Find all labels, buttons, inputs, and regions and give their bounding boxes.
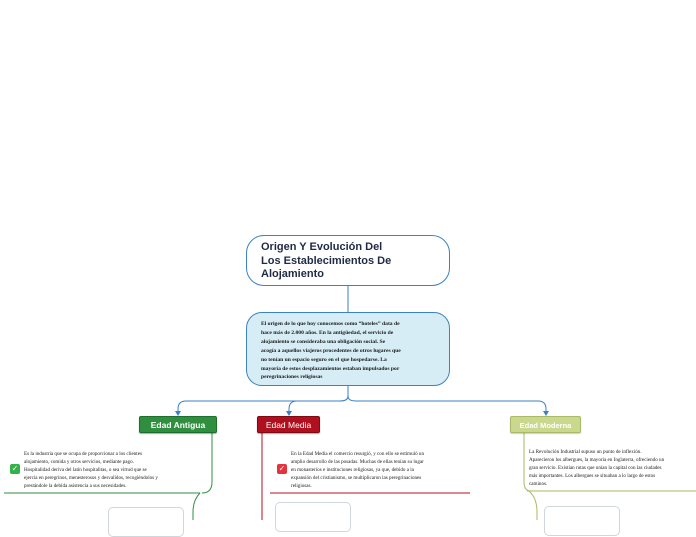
root-title-line: Origen Y Evolución Del [261,241,383,253]
child-node-antigua[interactable] [108,507,184,537]
note-line: Hospitalidad deriva del latín hospitalitas, o sea virtud que se [24,467,147,473]
note-line: alojamiento, comida y otros servicios, mediante pago. [24,459,134,465]
connector-moderna-child [529,491,537,520]
check-icon: ✓ [11,464,19,473]
note-line: en monasterios e instituciones religiosas, ya que, debido a la [291,467,414,473]
note-line: gran servicio. Existían rutas que unían la capital con las ciudades [529,465,662,471]
note-line: Es la industria que se ocupa de proporcionar a los clientes [24,451,142,457]
description-line: peregrinaciones religiosas [261,374,323,381]
connector-to-media [289,396,348,414]
note-edad-moderna[interactable] [529,448,664,488]
description-line: mayoría de estos desplazamientos estaban impulsados por [261,365,400,372]
child-node-media[interactable] [275,502,351,532]
note-line: expansión del cristianismo, se multiplicaron las peregrinaciones [291,475,422,481]
note-line: prestándole la debida asistencia a sus necesidades. [24,483,127,489]
note-line: En la Edad Media el comercio resurgió, y con ello se estimuló un [291,451,425,457]
branch-edad-media[interactable]: Edad Media [257,416,320,433]
connector-antigua-child [193,493,200,520]
description-line: acogía a aquellos viajeros procedentes de otros lugares que [261,347,401,354]
note-line: Aparecieron los albergues, la mayoría en Inglaterra, ofreciendo un [529,457,665,463]
description-line: hace más de 2.000 años. En la antigüedad, el servicio de [261,329,394,336]
description-line: El origen de lo que hoy conocemos como “hoteles” data de [261,321,400,327]
branch-edad-moderna[interactable]: Edad Moderna [510,416,581,433]
connector-to-moderna [348,396,546,414]
note-edad-antigua[interactable] [24,450,158,490]
note-line: ejercía en peregrinos, menesterosos y desvalidos, recogiéndolos y [24,475,158,481]
description-line: alojamiento se consideraba una obligación social. Se [261,338,386,345]
note-line: religiosas. [291,483,312,489]
description-line: no tenían un espacio seguro en el que hospedarse. La [261,356,387,363]
branch-edad-antigua[interactable]: Edad Antigua [139,416,217,433]
note-edad-media[interactable] [291,450,424,490]
root-title-line: Alojamiento [261,268,324,280]
connector-antigua-note [202,433,212,493]
description-node[interactable] [246,312,450,386]
root-topic-node[interactable] [246,235,450,286]
note-line: amplio desarrollo de las posadas. Muchas de ellas tenían su lugar [291,459,424,465]
note-line: caminos. [529,481,548,487]
root-title-line: Los Establecimientos De [261,254,392,267]
check-icon: ✓ [278,464,286,473]
connector-to-antigua [178,396,348,414]
child-node-moderna[interactable] [544,506,620,536]
note-line: más importantes. Los albergues se situaban a lo largo de estos [529,473,656,479]
note-line: La Revolución Industrial supuso un punto de inflexión. [529,449,642,455]
